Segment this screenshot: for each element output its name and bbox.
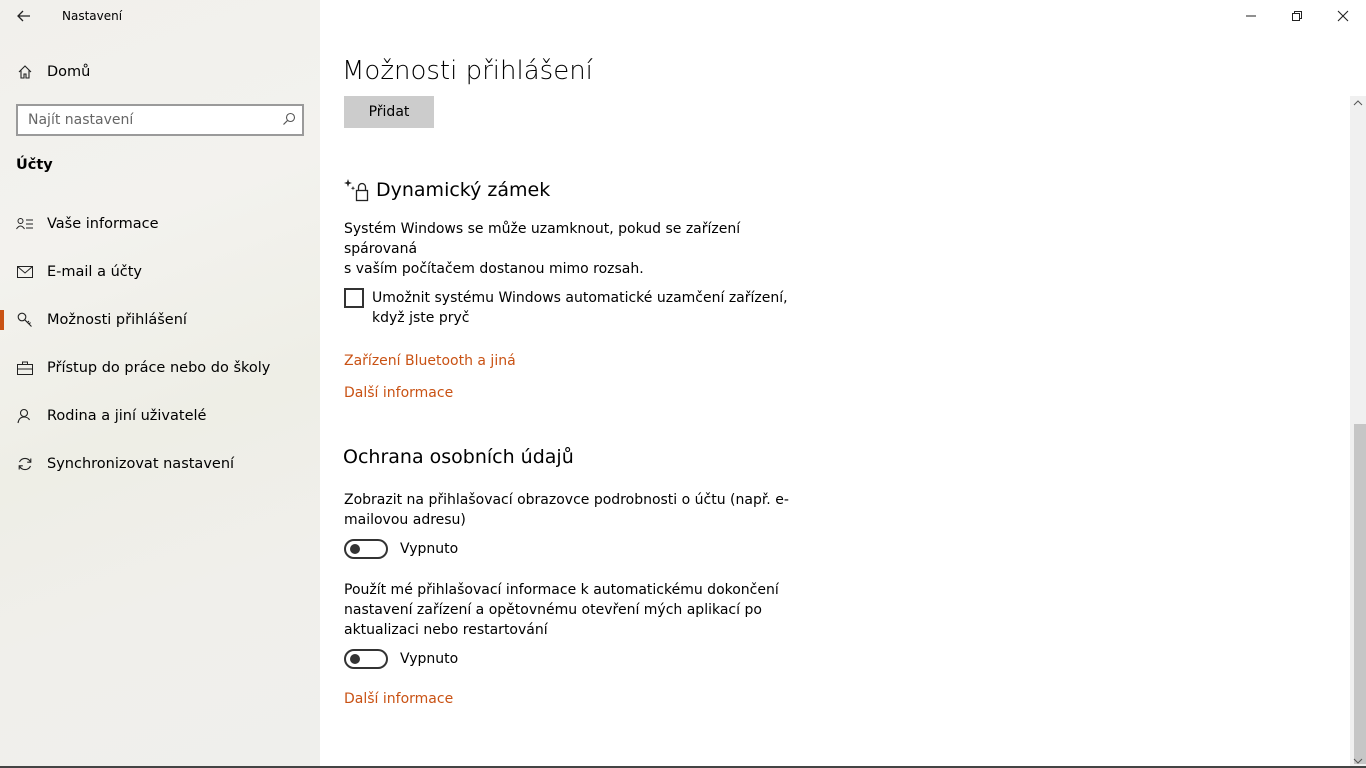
- sidebar-item-sync[interactable]: [0, 444, 320, 484]
- description-line: mailovou adresu): [344, 512, 466, 528]
- dynamic-lock-checkbox[interactable]: [344, 288, 364, 308]
- dynamic-lock-icon: [344, 178, 370, 202]
- toggle-knob: [350, 654, 360, 664]
- checkbox-label-line: Umožnit systému Windows automatické uzamčení zařízení,: [372, 290, 788, 306]
- sidebar-item-label: Přístup do práce nebo do školy: [47, 360, 271, 376]
- description-line: s vaším počítačem dostanou mimo rozsah.: [344, 261, 644, 277]
- chevron-up-icon: [1353, 100, 1363, 106]
- sidebar-home-label: Domů: [47, 64, 91, 80]
- briefcase-icon: [16, 359, 34, 377]
- mail-icon: [16, 263, 34, 281]
- restore-icon: [1291, 10, 1303, 22]
- sidebar-item-family[interactable]: [0, 396, 320, 436]
- minimize-button[interactable]: [1228, 0, 1274, 32]
- privacy-setting1-description: [344, 490, 794, 530]
- back-arrow-icon: [17, 10, 31, 22]
- sidebar-item-sign-in-options[interactable]: [0, 300, 320, 340]
- dynamic-lock-title: Dynamický zámek: [376, 179, 551, 201]
- auto-finish-setup-toggle[interactable]: [344, 649, 388, 669]
- person-card-icon: [16, 215, 34, 233]
- description-line: Systém Windows se může uzamknout, pokud se zařízení spárovaná: [344, 221, 741, 257]
- main-content: [320, 0, 1366, 768]
- privacy-more-info-link[interactable]: Další informace: [344, 691, 454, 707]
- sidebar-item-work-school[interactable]: [0, 348, 320, 388]
- minimize-icon: [1245, 10, 1257, 22]
- search-input[interactable]: [18, 106, 278, 134]
- search-box[interactable]: [16, 104, 304, 136]
- sidebar-item-label: Synchronizovat nastavení: [47, 456, 235, 472]
- sidebar-item-label: Rodina a jiní uživatelé: [47, 408, 207, 424]
- sidebar-item-label: E-mail a účty: [47, 264, 142, 280]
- app-title: Nastavení: [62, 9, 123, 23]
- description-line: nastavení zařízení a opětovnému otevření mých aplikací po: [344, 602, 762, 618]
- search-icon[interactable]: [282, 112, 296, 126]
- toggle-knob: [350, 544, 360, 554]
- add-button[interactable]: Přidat: [344, 96, 434, 128]
- sidebar-item-your-info[interactable]: [0, 204, 320, 244]
- person-add-icon: [16, 407, 34, 425]
- close-button[interactable]: [1320, 0, 1366, 32]
- scroll-up-button[interactable]: [1350, 96, 1366, 110]
- sidebar: [0, 0, 320, 768]
- sync-icon: [16, 455, 34, 473]
- dynamic-lock-more-info-link[interactable]: Další informace: [344, 385, 454, 401]
- page-title: Možnosti přihlášení: [342, 56, 593, 86]
- back-button[interactable]: [10, 4, 38, 28]
- account-details-toggle-state: Vypnuto: [400, 541, 459, 557]
- bluetooth-devices-link[interactable]: Zařízení Bluetooth a jiná: [344, 353, 516, 369]
- titlebar-left: [0, 0, 320, 32]
- key-icon: [16, 311, 34, 329]
- dynamic-lock-checkbox-label[interactable]: [372, 288, 792, 328]
- auto-finish-setup-toggle-state: Vypnuto: [400, 651, 459, 667]
- sidebar-item-label: Možnosti přihlášení: [47, 312, 187, 328]
- sidebar-item-home[interactable]: [0, 52, 320, 92]
- account-details-toggle[interactable]: [344, 539, 388, 559]
- close-icon: [1337, 10, 1349, 22]
- dynamic-lock-description: [344, 219, 794, 279]
- description-line: Zobrazit na přihlašovací obrazovce podrobnosti o účtu (např. e-: [344, 492, 789, 508]
- restore-button[interactable]: [1274, 0, 1320, 32]
- chevron-down-icon: [1353, 758, 1363, 764]
- privacy-setting2-description: [344, 580, 794, 640]
- privacy-title: Ochrana osobních údajů: [343, 446, 574, 468]
- checkbox-label-line: když jste pryč: [372, 310, 470, 326]
- description-line: Použít mé přihlašovací informace k automatickému dokončení: [344, 582, 779, 598]
- home-icon: [16, 63, 34, 81]
- sidebar-item-label: Vaše informace: [47, 216, 159, 232]
- scrollbar[interactable]: [1350, 96, 1366, 768]
- section-title: Účty: [16, 157, 53, 173]
- description-line: aktualizaci nebo restartování: [344, 622, 548, 638]
- sidebar-item-email[interactable]: [0, 252, 320, 292]
- scroll-thumb[interactable]: [1354, 424, 1366, 764]
